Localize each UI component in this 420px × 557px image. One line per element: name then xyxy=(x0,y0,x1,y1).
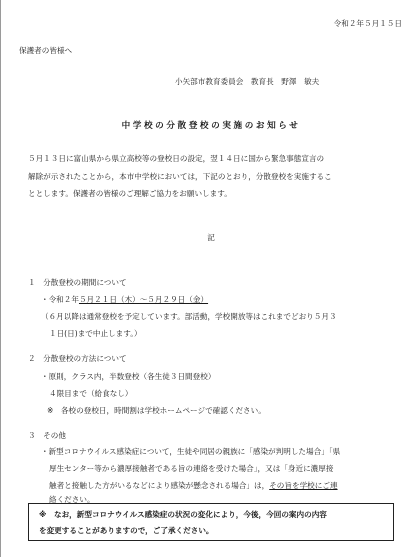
section-1-heading: １ 分散登校の期間について xyxy=(28,278,127,287)
section-1-period-dates: ５月２１日（木）～５月２９日（金） xyxy=(78,295,209,304)
section-2-line-2: ４限目まで（給食なし） xyxy=(49,389,133,398)
section-1-note-line-1: （６月以降は通常登校を予定しています。部活動，学校開放等はこれまでどおり５月３ xyxy=(41,312,337,321)
document-title: 中学校の分散登校の実施のお知らせ xyxy=(121,121,301,131)
section-3-line-2: 厚生センター等から濃厚接触者である旨の連絡を受けた場合」，又は「身近に濃厚接 xyxy=(49,464,334,473)
section-3-line-3-underlined: その旨を学校にご連 xyxy=(269,481,338,490)
sender-line: 小矢部市教育委員会 教育長 野澤 敏夫 xyxy=(175,77,320,86)
section-2-line-1: ・原則，クラス内，半数登校（各生徒３日間登校） xyxy=(41,372,216,381)
section-3-line-1: ・新型コロナウイルス感染症について，生徒や同居の親族に「感染が判明した場合」「県 xyxy=(41,447,341,456)
section-3-line-3 xyxy=(49,481,338,491)
notice-line-1: ※ なお，新型コロナウイルス感染症の状況の変化により，今後，今回の案内の内容 xyxy=(39,510,327,519)
section-3-heading: ３ その他 xyxy=(28,431,66,440)
section-1-note-line-2: １日(日)まで中止します。） xyxy=(49,329,142,338)
section-2-line-3: ※ 各校の登校日，時間割は学校ホームページで確認ください。 xyxy=(47,406,266,415)
section-2-heading: ２ 分散登校の方法について xyxy=(28,354,127,363)
notice-line-2: を変更することがありますので，ご了承ください。 xyxy=(39,526,214,535)
notice-box xyxy=(28,503,394,541)
intro-line-3: ととします。保護者の皆様のご理解ご協力をお願いします。 xyxy=(28,189,232,198)
intro-line-2: 解除が示されたことから，本市中学校においては，下記のとおり，分散登校を実施するこ xyxy=(28,172,332,181)
intro-line-1: ５月１３日に富山県から県立高校等の登校日の設定，翌１４日に国から緊急事態宣言の xyxy=(28,154,325,163)
document-date: 令和２年５月１５日 xyxy=(333,19,402,28)
ki-marker: 記 xyxy=(207,233,215,242)
section-1-period-prefix: ・令和２年 xyxy=(41,295,79,304)
section-1-period xyxy=(41,295,208,305)
section-3-line-3-prefix: 触者と接触した方がいるなどにより感染が懸念される場合」は， xyxy=(49,481,270,490)
section-3-line-4-underlined: 絡ください。 xyxy=(49,495,95,504)
recipient-line: 保護者の皆様へ xyxy=(19,46,73,55)
